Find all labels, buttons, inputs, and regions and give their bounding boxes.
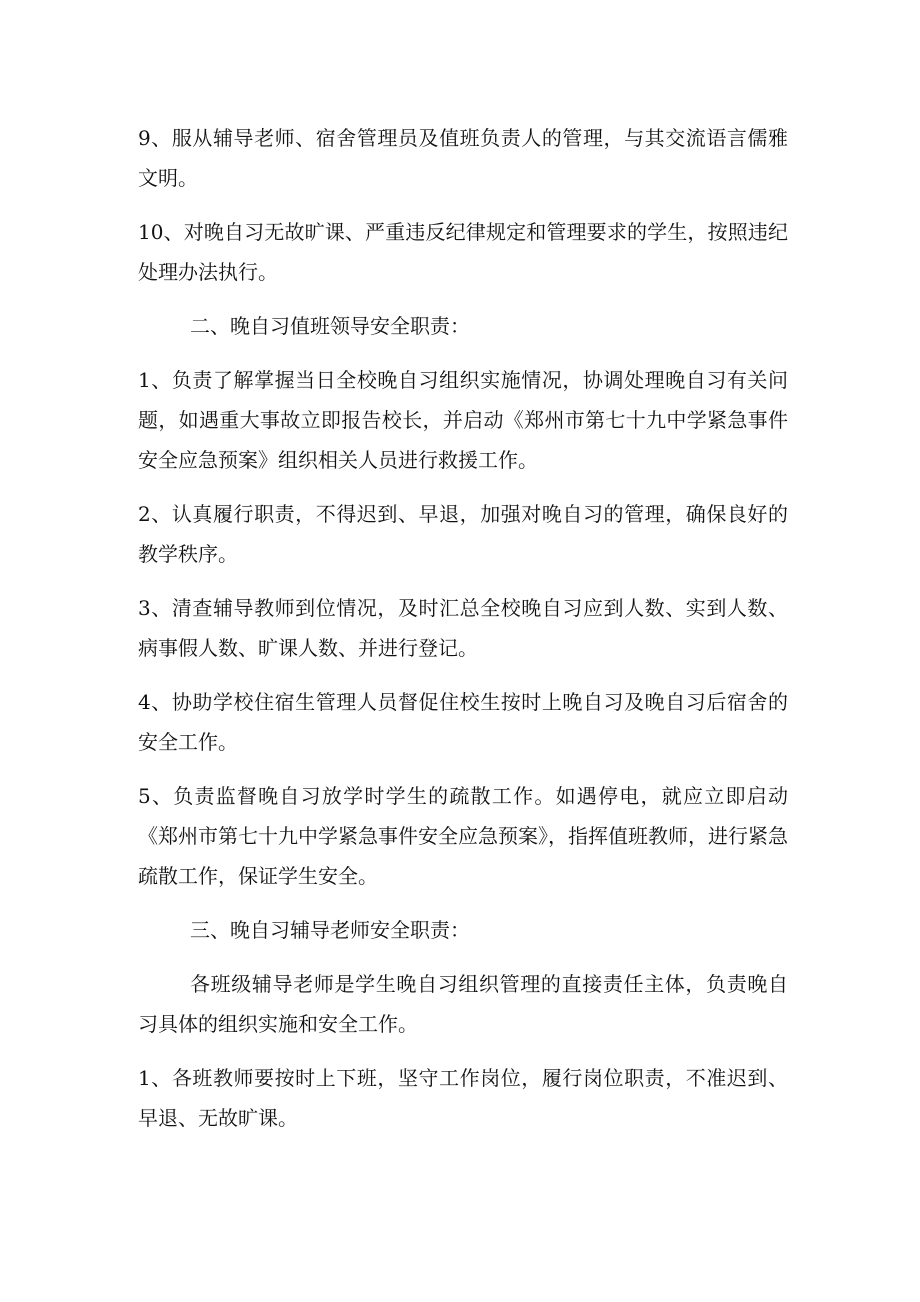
tutor-duty-1: 1、各班教师要按时上下班，坚守工作岗位，履行岗位职责，不准迟到、早退、无故旷课。: [138, 1066, 788, 1130]
item-10: 10、对晚自习无故旷课、严重违反纪律规定和管理要求的学生，按照违纪处理办法执行。: [138, 220, 788, 284]
leader-duty-4: 4、协助学校住宿生管理人员督促住校生按时上晚自习及晚自习后宿舍的安全工作。: [138, 690, 788, 754]
section-3-intro: 各班级辅导老师是学生晚自习组织管理的直接责任主体，负责晚自习具体的组织实施和安全工作。: [138, 972, 788, 1036]
document-body: [138, 118, 788, 1152]
section-heading-3: 三、晚自习辅导老师安全职责：: [190, 918, 470, 942]
leader-duty-2: 2、认真履行职责，不得迟到、早退，加强对晚自习的管理，确保良好的教学秩序。: [138, 502, 788, 566]
leader-duty-3: 3、清查辅导教师到位情况，及时汇总全校晚自习应到人数、实到人数、病事假人数、旷课人数、并进行登记。: [138, 596, 788, 660]
item-9: 9、服从辅导老师、宿舍管理员及值班负责人的管理，与其交流语言儒雅文明。: [138, 126, 788, 190]
section-heading-2: 二、晚自习值班领导安全职责：: [190, 314, 470, 338]
leader-duty-5: 5、负责监督晚自习放学时学生的疏散工作。如遇停电，就应立即启动《郑州市第七十九中学紧急事件安全应急预案》，指挥值班教师，进行紧急疏散工作，保证学生安全。: [138, 784, 788, 888]
leader-duty-1: 1、负责了解掌握当日全校晚自习组织实施情况，协调处理晚自习有关问题，如遇重大事故立即报告校长，并启动《郑州市第七十九中学紧急事件安全应急预案》组织相关人员进行救援工作。: [138, 368, 788, 472]
